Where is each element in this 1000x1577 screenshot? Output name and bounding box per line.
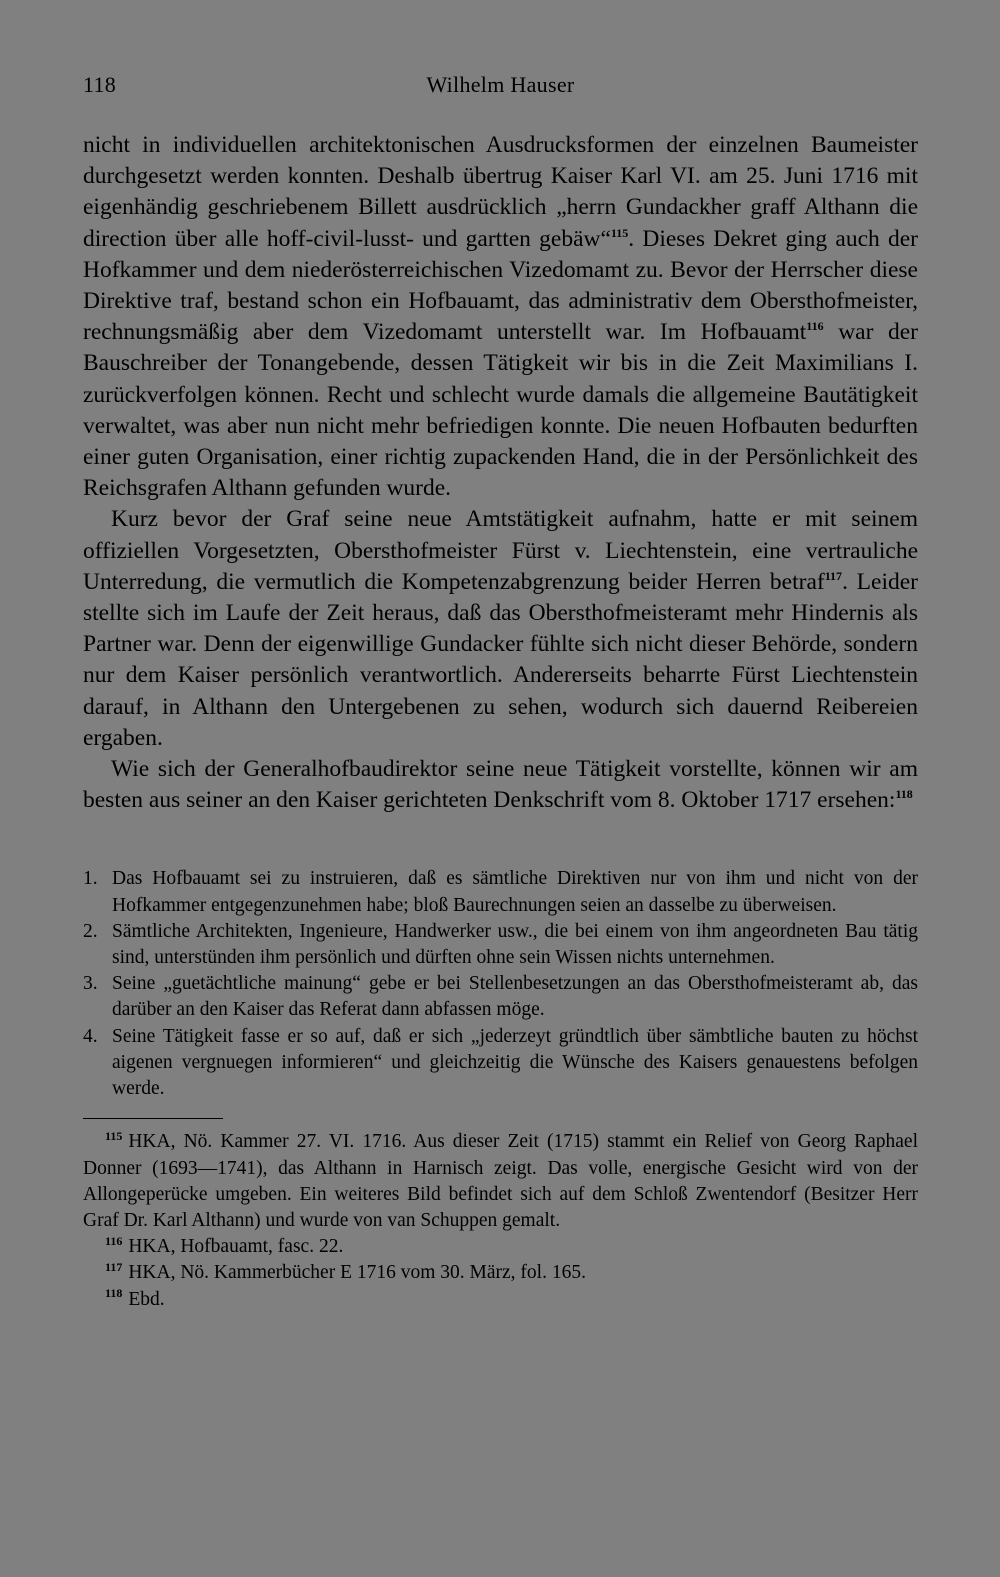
running-head (83, 72, 918, 112)
list-item-number: 4. (83, 1025, 98, 1047)
list-item-number: 1. (83, 868, 98, 890)
paragraph-2-text-b: . Leider stellte sich im Laufe der Zeit heraus, daß das Obersthofmeisteramt mehr Hindernis als Partner war. Denn der eigenwillige Gundacker fühlte sich nicht dieser Behörde, sondern nur dem Kaiser persönlich verantwortlich. Andererseits beharrte Fürst Liechtenstein darauf, in Althann den Untergebenen zu sehen, wodurch sich dauernd Reibereien ergaben. (83, 568, 918, 751)
page-number: 118 (83, 72, 117, 97)
list-item (83, 919, 918, 971)
paragraph-1 (83, 130, 918, 504)
footnote-ref-115: 115 (610, 225, 629, 240)
list-item-number: 2. (83, 920, 98, 942)
paragraph-3 (83, 754, 918, 816)
list-item-text: Sämtliche Architekten, Ingenieure, Handwerker usw., die bei einem von ihm angeordneten Bau tätig sind, unterstünden ihm persönlich und dürften ohne sein Wissen nichts unternehmen. (112, 920, 918, 969)
body-text (83, 130, 918, 816)
paragraph-1-text-b: . Dieses Dekret ging auch der Hofkammer und dem niederösterreichischen Vizedomamt zu. Bevor der Herrscher diese Direktive traf, bestand schon ein Hofbauamt, das administrativ dem Obersthofmeister, rechnungsmäßig aber dem Vizedomamt unterstellt war. Im Hofbauamt (83, 225, 919, 346)
list-item-text: Das Hofbauamt sei zu instruieren, daß es sämtliche Direktiven nur von ihm und nicht von der Hofkammer entgegenzunehmen habe; bloß Baurechnungen seien an dasselbe zu überweisen. (112, 868, 918, 916)
list-item-number: 3. (83, 973, 98, 995)
paragraph-1-text-c: war der Bauschreiber der Tonangebende, dessen Tätigkeit wir bis in die Zeit Maximilians I. zurückverfolgen können. Recht und schlecht wurde damals die allgemeine Bautätigkeit verwaltet, was aber nun nicht mehr befriedigen konnte. Die neuen Hofbauten bedurften einer guten Organisation, einer richtig zupackenden Hand, die in der Persönlichkeit des Reichsgrafen Althann gefunden wurde. (83, 319, 918, 502)
numbered-list (83, 866, 918, 1102)
footnote-text: HKA, Hofbauamt, fasc. 22. (128, 1236, 344, 1258)
footnote-text: Ebd. (128, 1288, 165, 1310)
footnote-ref-116: 116 (806, 319, 824, 334)
list-item (83, 971, 918, 1023)
paragraph-3-text-a: Wie sich der Generalhofbaudirektor seine neue Tätigkeit vorstellte, können wir am besten aus seiner an den Kaiser gerichteten Denkschrift vom 8. Oktober 1717 ersehen: (83, 756, 918, 814)
list-item (83, 866, 918, 918)
footnote-ref-118: 118 (895, 787, 913, 802)
running-title: Wilhelm Hauser (426, 72, 575, 97)
paragraph-2 (83, 504, 918, 754)
paragraph-2-text-a: Kurz bevor der Graf seine neue Amtstätigkeit aufnahm, hatte er mit seinem offiziellen Vorgesetzten, Obersthofmeister Fürst v. Liechtenstein, eine vertrauliche Unterredung, die vermutlich die Kompetenzabgrenzung beider Herren betraf (83, 506, 918, 595)
list-item-text: Seine Tätigkeit fasse er so auf, daß er sich „jederzeyt gründtlich über sämbtliche bauten zu höchst aigenen vergnuegen informieren“ und gleichzeitig die Wünsche des Kaisers genauestens befolgen werde. (112, 1025, 918, 1100)
footnote-text: HKA, Nö. Kammerbücher E 1716 vom 30. März, fol. 165. (128, 1262, 586, 1284)
footnote-118: 118 Ebd. (105, 1286, 165, 1310)
paragraph-1-text-a: nicht in individuellen architektonischen Ausdrucksformen der einzelnen Baumeister durchgesetzt werden konnten. Deshalb übertrug Kaiser Karl VI. am 25. Juni 1716 mit eigenhändig geschriebenem Billett ausdrücklich „herrn Gundackher graff Althann die direction über alle hoff-civil-lusst- und gartten gebäw“ (83, 132, 918, 252)
book-page (83, 72, 918, 1313)
footnote-ref-117: 117 (824, 569, 843, 584)
footnote-divider (83, 1118, 223, 1119)
footnote-115: 115 HKA, Nö. Kammer 27. VI. 1716. Aus dieser Zeit (1715) stammt ein Relief von Georg Raphael Donner (1693—1741), das Althann in Harnisch zeigt. Das volle, energische Gesicht wird von der Allongeperücke umgeben. Ein weiteres Bild befindet sich auf dem Schloß Zwentendorf (Besitzer Herr Graf Dr. Karl Althann) und wurde von van Schuppen gemalt. (83, 1128, 918, 1231)
footnote-117: 117 HKA, Nö. Kammerbücher E 1716 vom 30. März, fol. 165. (105, 1259, 586, 1284)
footnote-116: 116 HKA, Hofbauamt, fasc. 22. (105, 1233, 344, 1258)
footnotes (83, 1129, 918, 1312)
list-item (83, 1024, 918, 1103)
footnote-text: HKA, Nö. Kammer 27. VI. 1716. Aus dieser Zeit (1715) stammt ein Relief von Georg Raphael Donner (1693—1741), das Althann in Harnisch zeigt. Das volle, energische Gesicht wird von der Allongeperücke umgeben. Ein weiteres Bild befindet sich auf dem Schloß Zwentendorf (Besitzer Herr Graf Dr. Karl Althann) und wurde von van Schuppen gemalt. (83, 1131, 918, 1231)
list-item-text: Seine „guetächtliche mainung“ gebe er bei Stellenbesetzungen an das Obersthofmeisteramt ab, das darüber an den Kaiser das Referat dann abfassen möge. (112, 973, 918, 1021)
